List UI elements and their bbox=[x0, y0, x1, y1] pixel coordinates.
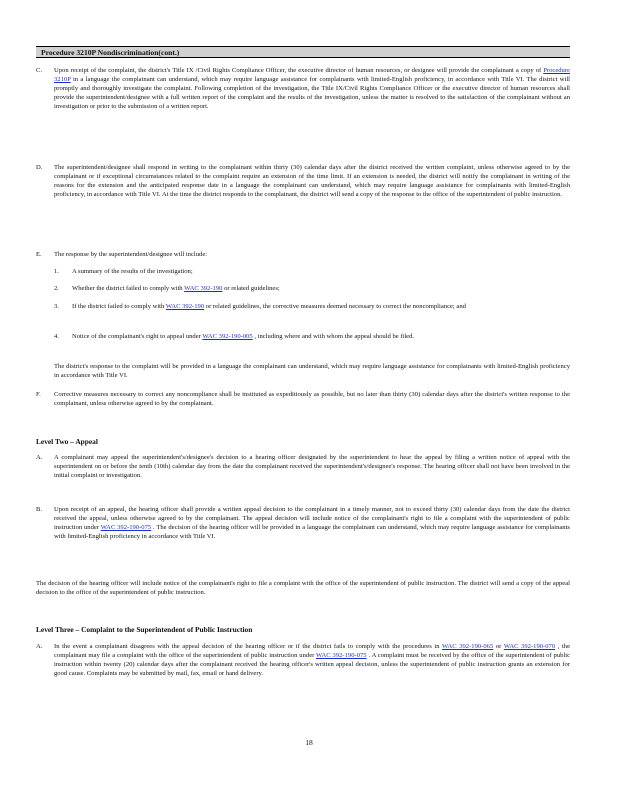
level-two-a-text: A complainant may appeal the superintendent's/designee's decision to a hearing officer designated by the superintendent to hear the appeal by filing a written notice of appeal with the superintendent on or before the tenth (10th) calendar day from the date the complainant received the superintendent's/designee's response. The hearing officer shall not have been involved in the initial complaint or investigation. bbox=[54, 454, 570, 479]
level-three-a-label: A. bbox=[36, 643, 43, 650]
item-2-text-part2: or related guidelines; bbox=[224, 285, 280, 292]
procedure-header: Procedure 3210P Nondiscrimination(cont.) bbox=[36, 46, 570, 58]
section-c-text-part1: Upon receipt of the complaint, the district's Title IX /Civil Rights Compliance Officer, the executive director of human resources, or designee will provide the complainant a copy of bbox=[54, 67, 542, 74]
level-two-b-text-part2: . The decision of the hearing officer will be provided in a language the complainant can understand, which may require language assistance for complainants with limited-English proficiency in accordance with Title VI. bbox=[54, 523, 570, 540]
level-two-b-label: B. bbox=[36, 506, 43, 513]
wac-392-190-005-link[interactable]: WAC 392-190-005 bbox=[202, 333, 253, 340]
wac-392-190-065-link[interactable]: WAC 392-190-065 bbox=[441, 643, 494, 650]
procedure-3210p-link[interactable]: Procedure 3210P bbox=[54, 67, 570, 83]
level-three-a-text-part1: In the event a complainant disagrees with the appeal decision of the hearing officer or if the district fails to comply with the procedures in bbox=[54, 643, 440, 650]
section-d-text: The superintendent/designee shall respond in writing to the complainant within thirty (30) calendar days after the district received the written complaint, unless otherwise agreed to by the complainant or if exceptional circumstances related to the complaint require an extension of the time limit. If an extension is needed, the district will notify the complainant in writing of the reasons for the extension and the anticipated response date in a language the complainant can understand, which may require language assistance for complainants with limited-English proficiency, in accordance with Title VI. At the time the district responds to the complainant, the district will send a copy of the response to the office of the superintendent of public instruction. bbox=[54, 164, 570, 198]
level-two-a-label: A. bbox=[36, 454, 43, 461]
item-2-number: 2. bbox=[54, 285, 59, 292]
section-e-intro: The response by the superintendent/designee will include: bbox=[54, 251, 208, 258]
level-three-a-text-part3: , the complainant may file a complaint with the office of the superintendent of public instruction under bbox=[54, 643, 571, 659]
wac-392-190-075-link[interactable]: WAC 392-190-075 bbox=[100, 523, 152, 531]
item-3-number: 3. bbox=[54, 303, 59, 310]
item-1-text: A summary of the results of the investigation; bbox=[72, 268, 193, 275]
level-three-a-text bbox=[54, 643, 570, 679]
item-4-text bbox=[72, 333, 570, 342]
section-c-text bbox=[54, 67, 570, 112]
wac-392-190-link[interactable]: WAC 392-190 bbox=[184, 285, 223, 292]
wac-392-190-070-link[interactable]: WAC 392-190-070 bbox=[503, 643, 556, 650]
level-two-heading: Level Two – Appeal bbox=[36, 437, 98, 446]
section-e-closing: The district's response to the complaint will be provided in a language the complainant can understand, which may require language assistance for complainants with limited-English proficiency in accordance with Title VI. bbox=[54, 363, 570, 379]
item-3-text-part2: or related guidelines, the corrective measures deemed necessary to correct the noncompliance; and bbox=[205, 303, 466, 310]
wac-392-190-link-2[interactable]: WAC 392-190 bbox=[165, 303, 205, 310]
level-two-b-text bbox=[54, 506, 570, 542]
item-3-text bbox=[72, 303, 570, 312]
section-f-label: F. bbox=[36, 391, 41, 398]
section-f-text: Corrective measures necessary to correct any noncompliance shall be instituted as expeditiously as possible, but no later than thirty (30) calendar days after the district's written response to the complainant, unless otherwise agreed to by the complainant. bbox=[54, 391, 570, 407]
item-2-text-part1: Whether the district failed to comply with bbox=[72, 285, 183, 292]
section-c-label: C. bbox=[36, 67, 43, 74]
level-two-closing: The decision of the hearing officer will include notice of the complainant's right to file a complaint with the office of the superintendent of public instruction. The district will send a copy of the appeal decision to the office of the superintendent of public instruction. bbox=[36, 580, 570, 596]
wac-392-190-075-link-2[interactable]: WAC 392-190-075 bbox=[316, 651, 367, 659]
item-4-text-part1: Notice of the complainant's right to appeal under bbox=[72, 333, 201, 340]
section-d-label: D. bbox=[36, 164, 43, 171]
item-2-text bbox=[72, 285, 570, 294]
item-3-text-part1: If the district failed to comply with bbox=[72, 303, 165, 310]
item-4-text-part2: , including where and with whom the appeal should be filed. bbox=[254, 333, 415, 340]
item-4-number: 4. bbox=[54, 333, 59, 340]
level-three-a-text-part4: . A complaint must be received by the office of the superintendent of public instruction within twenty (20) calendar days after the complainant received the hearing officer's written appeal decision, unless the superintendent of public instruction grants an extension for good cause. Complaints may be submitted by mail, fax, email or hand delivery. bbox=[54, 651, 570, 677]
level-three-a-text-part2: or bbox=[495, 643, 502, 650]
level-two-b-text-part1: Upon receipt of an appeal, the hearing officer shall provide a written appeal decision to the complainant in a timely manner, not to exceed thirty (30) calendar days from the date the district received the appeal, unless otherwise agreed to by the complainant. The appeal decision will include notice of the complainant's right to file a complaint with the superintendent of public instruction under bbox=[54, 506, 570, 531]
level-three-heading: Level Three – Complaint to the Superintendent of Public Instruction bbox=[36, 625, 253, 634]
section-e-label: E. bbox=[36, 251, 42, 258]
section-c-text-part2: in a language the complainant can understand, which may require language assistance for complainants with limited-English proficiency, in accordance with Title VI. The district will promptly and thoroughly investigate the complaint. Following completion of the investigation, the Title IX/Civil Rights Compliance Officer or the executive director of human resources shall provide the superintendent/designee with a full written report of the complaint and the results of the investigation, unless the matter is resolved to the satisfaction of the complainant without an investigation or prior to the submission of a written report. bbox=[54, 75, 571, 110]
page-number: 18 bbox=[305, 738, 313, 747]
item-1-number: 1. bbox=[54, 268, 59, 275]
